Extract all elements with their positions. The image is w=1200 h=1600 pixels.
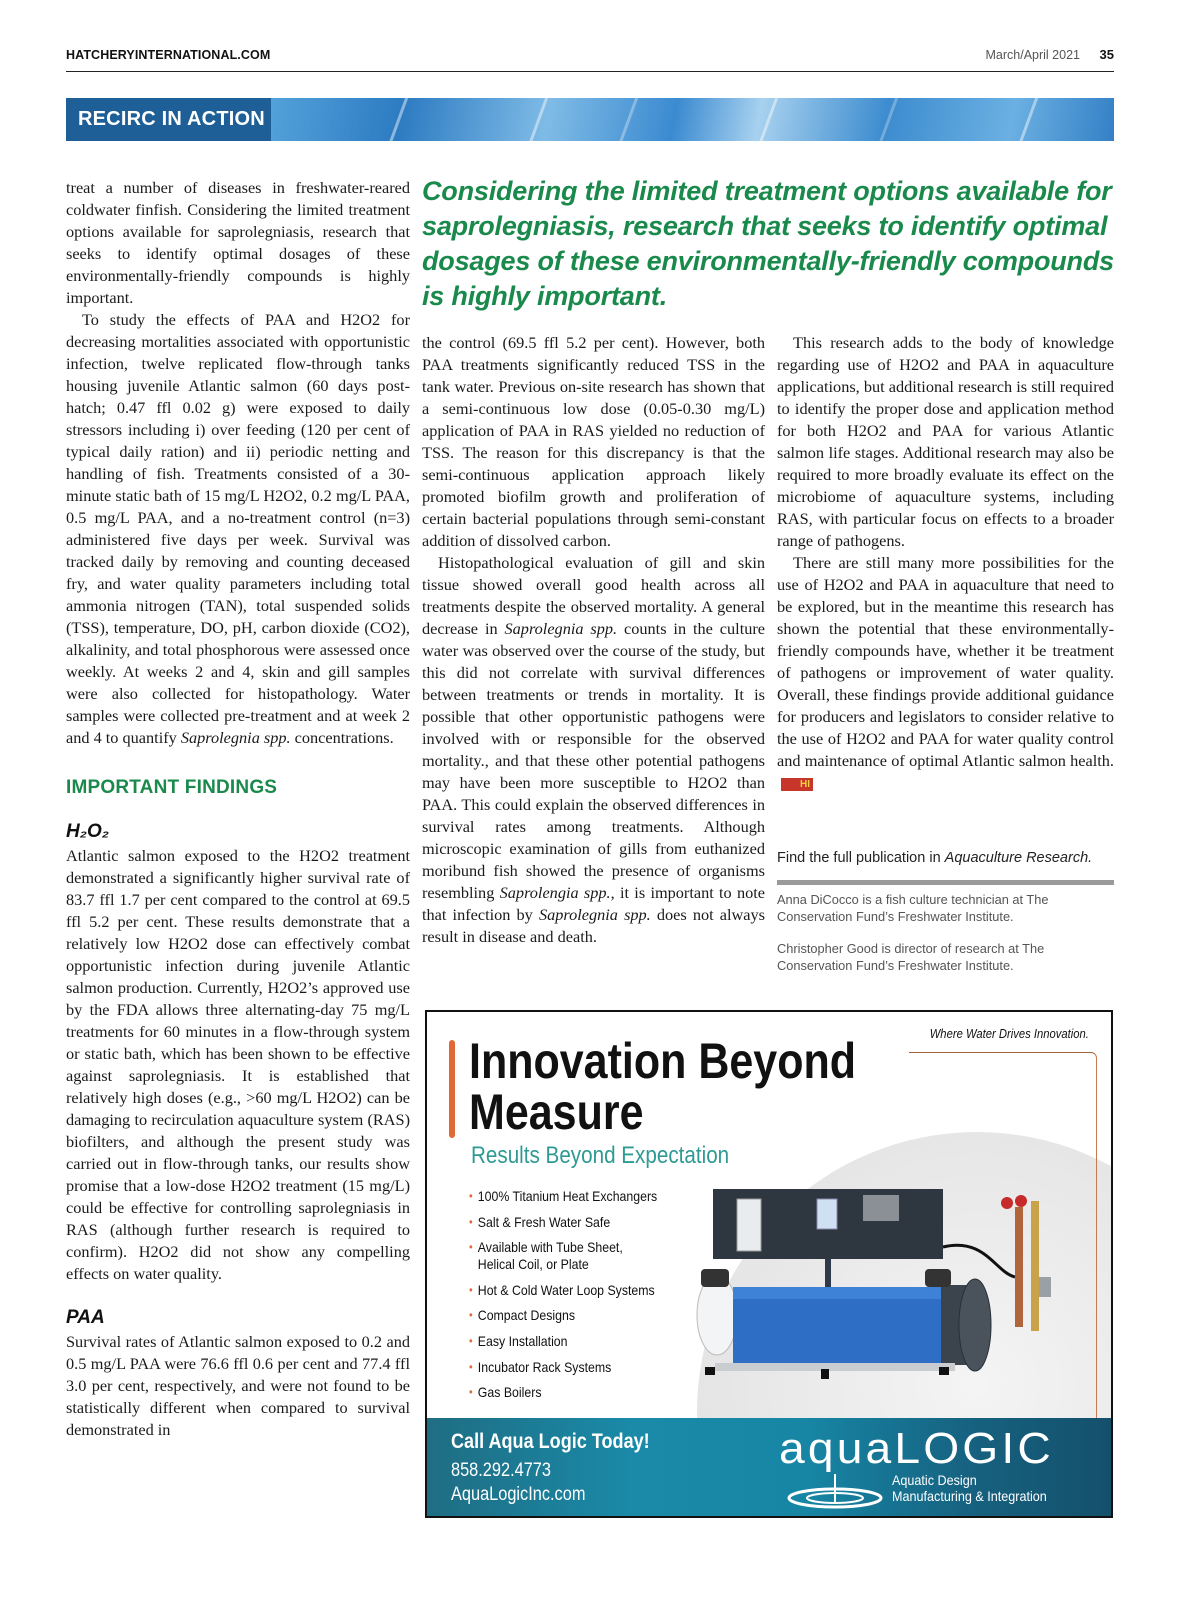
ad-tagline: Where Water Drives Innovation. [929,1027,1089,1041]
feature-item: • Easy Installation [469,1333,657,1350]
issue-date: March/April 2021 [985,48,1080,62]
aqualogic-logo: aquaLOGIC [779,1424,1054,1473]
paragraph: This research adds to the body of knowledge regarding use of H2O2 and PAA in aquaculture applications, but additional research is still required to identify the proper dose and application method for both H2O2 and PAA for various Atlantic salmon life stages. Additional research may also be required to more broadly evaluate its effect on the microbiome of aquaculture systems, including RAS, with particular focus on effects to a broader range of pathogens. [777,333,1114,550]
feature-item: • Gas Boilers [469,1384,657,1401]
paragraph [777,552,1114,794]
banner-streak [874,98,901,141]
page-number: 35 [1099,47,1114,62]
text: Helical Coil, or Plate [477,1256,589,1273]
feature-item: • Hot & Cold Water Loop Systems [469,1282,657,1299]
ad-headline [469,1033,916,1140]
feature-item [469,1239,657,1273]
article-column-3 [777,332,1114,794]
banner-streak [614,98,641,141]
page-header [66,46,1114,72]
subheading-paa: PAA [66,1307,105,1328]
banner-streak [524,98,551,141]
species-name: Saprolegnia spp. [504,619,618,638]
journal-link[interactable]: Aquaculture Research. [944,850,1093,866]
text: Manufacturing & Integration [892,1488,1047,1504]
paragraph [66,309,410,749]
ad-feature-list [469,1188,657,1410]
paragraph: the control (69.5 ffl 5.2 per cent). However, both PAA treatments significantly reduced TSS in the tank water. Previous on-site research has shown that a semi-continuous low dose (0.05-0.30 mg/L) application of PAA in RAS yielded no reduction of TSS. The reason for this discrepancy is that the semi-continuous application approach likely promoted biofilm growth and proliferation of certain bacterial populations through semi-constant addition of dissolved carbon. [422,333,765,550]
feature-item: • Compact Designs [469,1307,657,1324]
banner-streak [1014,98,1041,141]
feature-item: • Salt & Fresh Water Safe [469,1214,657,1231]
phone-number[interactable]: 858.292.4773 [451,1460,551,1481]
website-link[interactable]: AquaLogicInc.com [451,1484,586,1505]
feature-item: • 100% Titanium Heat Exchangers [469,1188,657,1205]
species-name: Saprolegnia spp. [538,905,651,924]
advertisement[interactable] [425,1010,1113,1518]
article-column-2 [422,332,765,948]
text: does not always result in disease and death. [422,905,766,946]
ad-subheadline: Results Beyond Expectation [471,1142,730,1169]
headline-line: Innovation Beyond [469,1033,856,1089]
text: concentrations. [290,728,394,747]
bio-divider [777,880,1114,885]
text: Histopathological evaluation of gill and skin tissue showed overall good health across all treatments despite the observed mortality. A general decrease in [422,553,765,638]
water-ripple-icon [783,1474,883,1510]
author-bio: Christopher Good is director of research at The Conservation Fund’s Freshwater Institute. [777,941,1045,973]
text: counts in the culture water was observed over the course of the study, but this did not correlate with survival differences between treatments or trends in mortality. It is possible that other opportunistic pathogens were involved with or responsible for the observed mortality., and that these other potential pathogens may have been more susceptible to H2O2 than PAA. This could explain the observed differences in survival rates among treatments. Although microscopic examination of gills from euthanized moribund fish showed the presence of organisms resembling [422,619,766,902]
site-name[interactable]: HATCHERYINTERNATIONAL.COM [66,48,271,62]
text: Aquatic Design [892,1472,977,1488]
headline-line: Measure [469,1084,644,1140]
find-publication [777,850,1117,866]
ad-accent-bar [449,1040,455,1138]
section-heading: IMPORTANT FINDINGS [66,777,278,798]
banner-streak [754,98,781,141]
text: Find the full publication in [777,850,945,866]
paragraph [422,552,765,948]
red-valve [1001,1197,1013,1209]
feature-item: • Incubator Rack Systems [469,1359,657,1376]
copper-pipe [1015,1207,1023,1327]
end-mark-icon: HI [781,778,813,791]
section-label: RECIRC IN ACTION [66,98,271,141]
text: Available with Tube Sheet, [477,1239,623,1256]
author-bio: Anna DiCocco is a fish culture technician at The Conservation Fund’s Freshwater Institute. [777,892,1049,924]
text: There are still many more possibilities for the use of H2O2 and PAA in aquaculture that need to be explored, but in the meantime this research has shown the potential that these environmentally-friendly compounds have, whether it be treatment of pathogens or improvement of water quality. Overall, these findings provide additional guidance for producers and legislators to consider relative to the use of H2O2 and PAA for water quality control and maintenance of optimal Atlantic salmon health. [777,553,1114,770]
text: , it is important to note that infection by [422,883,766,924]
call-to-action: Call Aqua Logic Today! [451,1430,650,1453]
article-column-1 [66,177,410,1441]
paragraph: Atlantic salmon exposed to the H2O2 treatment demonstrated a significantly higher survival rate of 83.7 ffl 1.7 per cent compared to the control at 69.5 ffl 5.2 per cent. These results demonstrate that a relatively low H2O2 dose can effectively combat opportunistic infection during juvenile Atlantic salmon production. Currently, H2O2’s approved use by the FDA allows three alternating-day 75 mg/L treatments for 60 minutes in a flow-through system or static bath, which has been shown to be effective against saprolegniasis. It is established that relatively high doses (e.g., >60 mg/L H2O2) can be damaging to recirculation aquaculture system (RAS) biofilters, and although the present study was carried out in flow-through tanks, our results show promise that a low-dose H2O2 treatment (15 mg/L) could be effective for controlling saprolegniasis in RAS (although further research is required to confirm). H2O2 did not show any compelling effects on water quality. [66,846,410,1283]
pull-quote: Considering the limited treatment options available for saprolegniasis, research that seeks to identify optimal dosages of these environmentally-friendly compounds is highly important. [422,176,1114,311]
banner-streak [384,98,411,141]
heat-exchanger-image [685,1177,1105,1417]
paragraph: treat a number of diseases in freshwater-reared coldwater finfish. Considering the limited treatment options available for saprolegniasis, research that seeks to identify optimal dosages of these environmentally-friendly compounds is highly important. [66,178,410,307]
text: To study the effects of PAA and H2O2 for decreasing mortalities associated with opportunistic infection, twelve replicated flow-through tanks housing juvenile Atlantic salmon (60 days post-hatch; 0.47 ffl 0.02 g) were exposed to daily stressors including i) over feeding (120 per cent of typical daily ration) and ii) periodic netting and handling of fish. Treatments consisted of a 30-minute static bath of 15 mg/L H2O2, 0.2 mg/L PAA, 0.5 mg/L PAA, and a no-treatment control (n=3) administered five days per week. Survival was tracked daily by removing and counting deceased fry, and water quality parameters including total ammonia nitrogen (TAN), total suspended solids (TSS), temperature, DO, pH, carbon dioxide (CO2), alkalinity, and total phosphorous were assessed once weekly. At weeks 2 and 4, skin and gill samples were also collected for histopathology. Water samples were collected pre-treatment and at week 2 and 4 to quantify [66,310,410,747]
logo-tagline [892,1472,1047,1504]
paragraph: Survival rates of Atlantic salmon exposed to 0.2 and 0.5 mg/L PAA were 76.6 ffl 0.6 per cent and 77.4 ffl 3.0 per cent, respectively, and were not found to be statistically different when compared to survival demonstrated in [66,1332,410,1439]
subheading-h2o2: H₂O₂ [66,821,109,842]
species-name: Saprolegnia spp. [180,728,291,747]
section-banner [66,98,1114,141]
species-name: Saprolengia spp. [499,883,611,902]
ad-footer [427,1418,1111,1516]
